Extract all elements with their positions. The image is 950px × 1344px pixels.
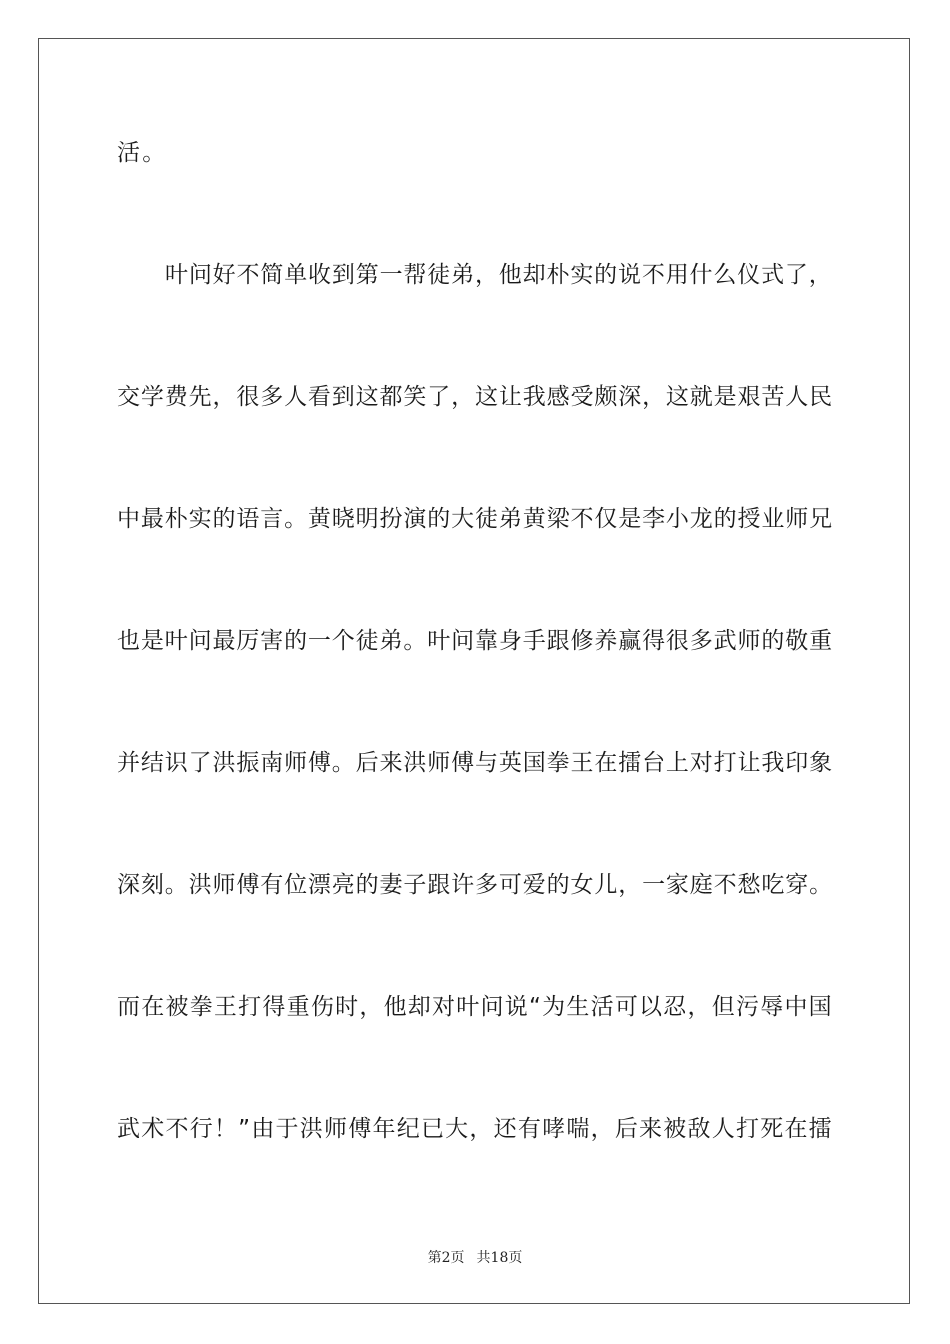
text-line-6: 并结识了洪振南师傅。后来洪师傅与英国拳王在擂台上对打让我印象	[117, 750, 833, 776]
text-line-7: 深刻。洪师傅有位漂亮的妻子跟许多可爱的女儿，一家庭不愁吃穿。	[117, 872, 833, 898]
page-number: 第2页	[427, 1250, 465, 1266]
text-line-9: 武术不行！”由于洪师傅年纪已大，还有哮喘，后来被敌人打死在擂	[117, 1116, 833, 1142]
total-pages: 共18页	[476, 1250, 523, 1266]
text-line-4: 中最朴实的语言。黄晓明扮演的大徒弟黄梁不仅是李小龙的授业师兄	[117, 506, 833, 532]
text-line-2: 叶问好不简单收到第一帮徒弟，他却朴实的说不用什么仪式了，	[165, 262, 833, 288]
page-footer	[0, 1248, 950, 1268]
text-line-3: 交学费先，很多人看到这都笑了，这让我感受颇深，这就是艰苦人民	[117, 384, 833, 410]
text-line-5: 也是叶问最厉害的一个徒弟。叶问靠身手跟修养赢得很多武师的敬重	[117, 628, 833, 654]
text-line-1: 活。	[117, 140, 168, 166]
text-line-8: 而在被拳王打得重伤时，他却对叶问说“为生活可以忍，但污辱中国	[117, 994, 833, 1020]
